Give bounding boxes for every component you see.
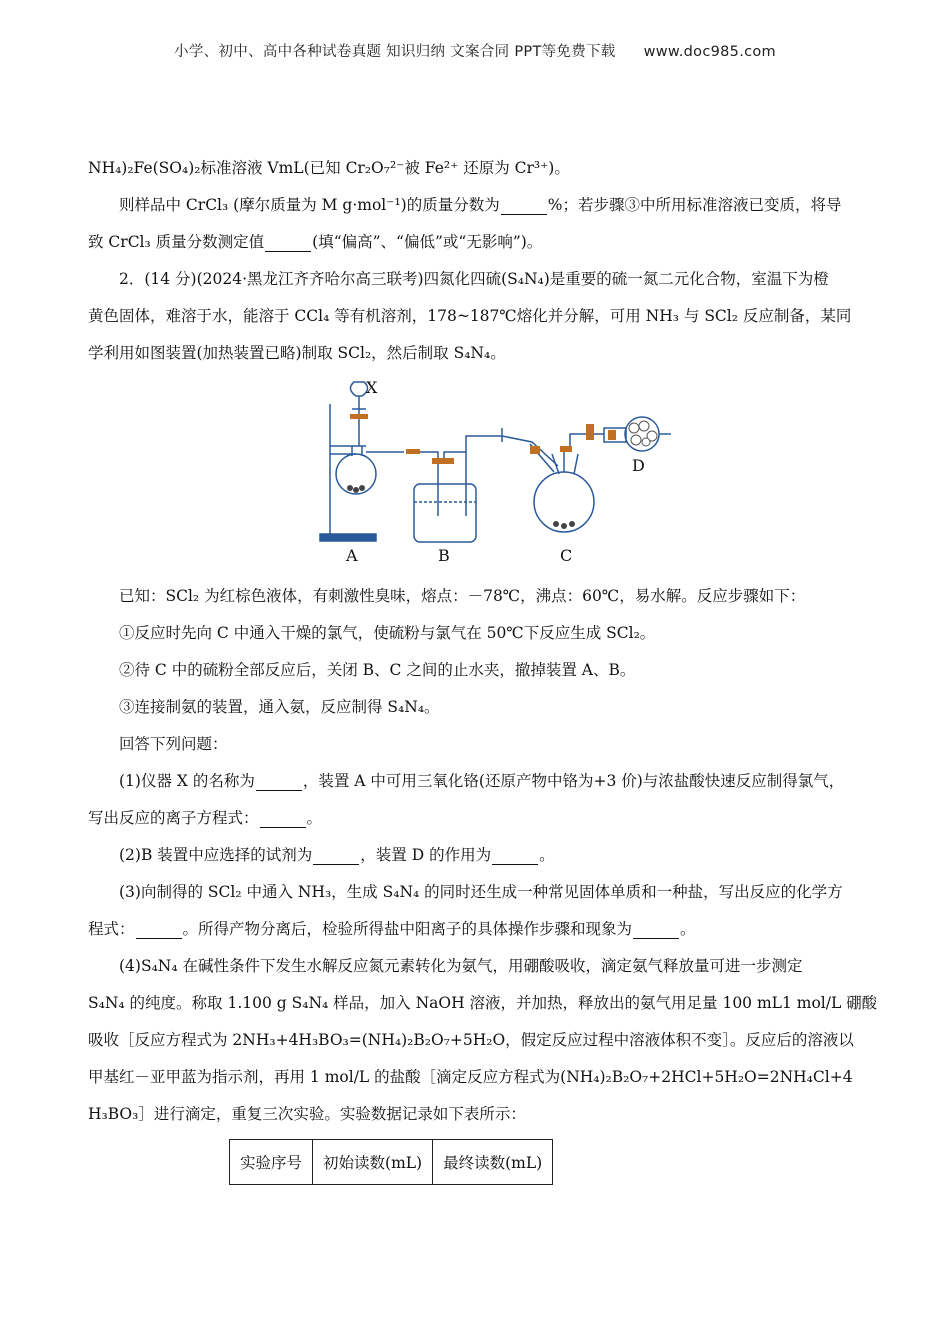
step-line: ①反应时先向 C 中通入干燥的氯气，使硫粉与氯气在 50℃下反应生成 SCl₂。 xyxy=(119,624,656,642)
answer-blank xyxy=(265,231,311,252)
step-line: ③连接制氨的装置，通入氨，反应制得 S₄N₄。 xyxy=(119,698,440,716)
text-line: 写出反应的离子方程式： 。 xyxy=(88,809,323,827)
answer-blank xyxy=(492,844,538,865)
text-line: 黄色固体，难溶于水，能溶于 CCl₄ 等有机溶剂，178~187℃熔化并分解，可用 NH₃ 与 SCl₂ 反应制备，某同 xyxy=(88,307,852,325)
text-line: 回答下列问题： xyxy=(119,735,228,753)
text-line: 则样品中 CrCl₃ (摩尔质量为 M g·mol⁻¹)的质量分数为 %；若步骤③中所用标准溶液已变质，将导 xyxy=(119,196,842,214)
question-2-line: 2．(14 分)(2024·黑龙江齐齐哈尔高三联考)四氮化四硫(S₄N₄)是重要的硫一氮二元化合物，室温下为橙 xyxy=(119,270,829,288)
table-header-cell: 最终读数(mL) xyxy=(433,1140,553,1185)
answer-blank xyxy=(501,194,547,215)
text-line: 甲基红－亚甲蓝为指示剂，再用 1 mol/L 的盐酸［滴定反应方程式为(NH₄)₂B₂O₇+2HCl+5H₂O=2NH₄Cl+4 xyxy=(88,1068,853,1086)
header-text: 小学、初中、高中各种试卷真题 知识归纳 文案合同 PPT等免费下载 xyxy=(174,44,616,60)
text-line: 程式： 。所得产物分离后，检验所得盐中阳离子的具体操作步骤和现象为 。 xyxy=(88,920,696,938)
text-line: 致 CrCl₃ 质量分数测定值 (填“偏高”、“偏低”或“无影响”)。 xyxy=(88,233,543,251)
label-c: C xyxy=(560,546,573,565)
label-x: X xyxy=(366,378,378,397)
label-b: B xyxy=(438,546,450,565)
text-line: 已知：SCl₂ 为红棕色液体，有刺激性臭味，熔点：－78℃，沸点：60℃，易水解。反应步骤如下： xyxy=(119,587,806,605)
table-header-row xyxy=(230,1140,553,1185)
page-header xyxy=(0,40,950,61)
answer-blank xyxy=(256,770,302,791)
answer-blank xyxy=(313,844,359,865)
label-d: D xyxy=(632,456,645,475)
text-line: 吸收［反应方程式为 2NH₃+4H₃BO₃=(NH₄)₂B₂O₇+5H₂O，假定反应过程中溶液体积不变］。反应后的溶液以 xyxy=(88,1031,854,1049)
text-line: (4)S₄N₄ 在碱性条件下发生水解反应氮元素转化为氨气，用硼酸吸收，滴定氨气释放量可进一步测定 xyxy=(119,957,803,975)
text-line: (2)B 装置中应选择的试剂为 ，装置 D 的作用为 。 xyxy=(119,846,555,864)
apparatus-drawing xyxy=(316,374,678,572)
table-header-cell: 实验序号 xyxy=(230,1140,313,1185)
answer-blank xyxy=(633,918,679,939)
answer-blank xyxy=(136,918,182,939)
label-a: A xyxy=(346,546,358,565)
document-body xyxy=(88,150,878,1185)
table-header-cell: 初始读数(mL) xyxy=(313,1140,433,1185)
text-line: S₄N₄ 的纯度。称取 1.100 g S₄N₄ 样品，加入 NaOH 溶液，并加热，释放出的氨气用足量 100 mL1 mol/L 硼酸 xyxy=(88,994,878,1012)
apparatus-figure xyxy=(316,374,678,572)
answer-blank xyxy=(260,807,306,828)
text-line: (1)仪器 X 的名称为 ，装置 A 中可用三氧化铬(还原产物中铬为+3 价)与浓盐酸快速反应制得氯气， xyxy=(119,772,845,790)
text-line: H₃BO₃］进行滴定，重复三次实验。实验数据记录如下表所示： xyxy=(88,1105,526,1123)
text-line: (3)向制得的 SCl₂ 中通入 NH₃，生成 S₄N₄ 的同时还生成一种常见固体单质和一种盐，写出反应的化学方 xyxy=(119,883,843,901)
text-line: NH₄)₂Fe(SO₄)₂标准溶液 VmL(已知 Cr₂O₇²⁻被 Fe²⁺ 还原为 Cr³⁺)。 xyxy=(88,159,570,177)
data-table xyxy=(229,1139,553,1185)
text-line: 学利用如图装置(加热装置已略)制取 SCl₂，然后制取 S₄N₄。 xyxy=(88,344,506,362)
header-site[interactable]: www.doc985.com xyxy=(643,44,776,60)
step-line: ②待 C 中的硫粉全部反应后，关闭 B、C 之间的止水夹，撤掉装置 A、B。 xyxy=(119,661,636,679)
